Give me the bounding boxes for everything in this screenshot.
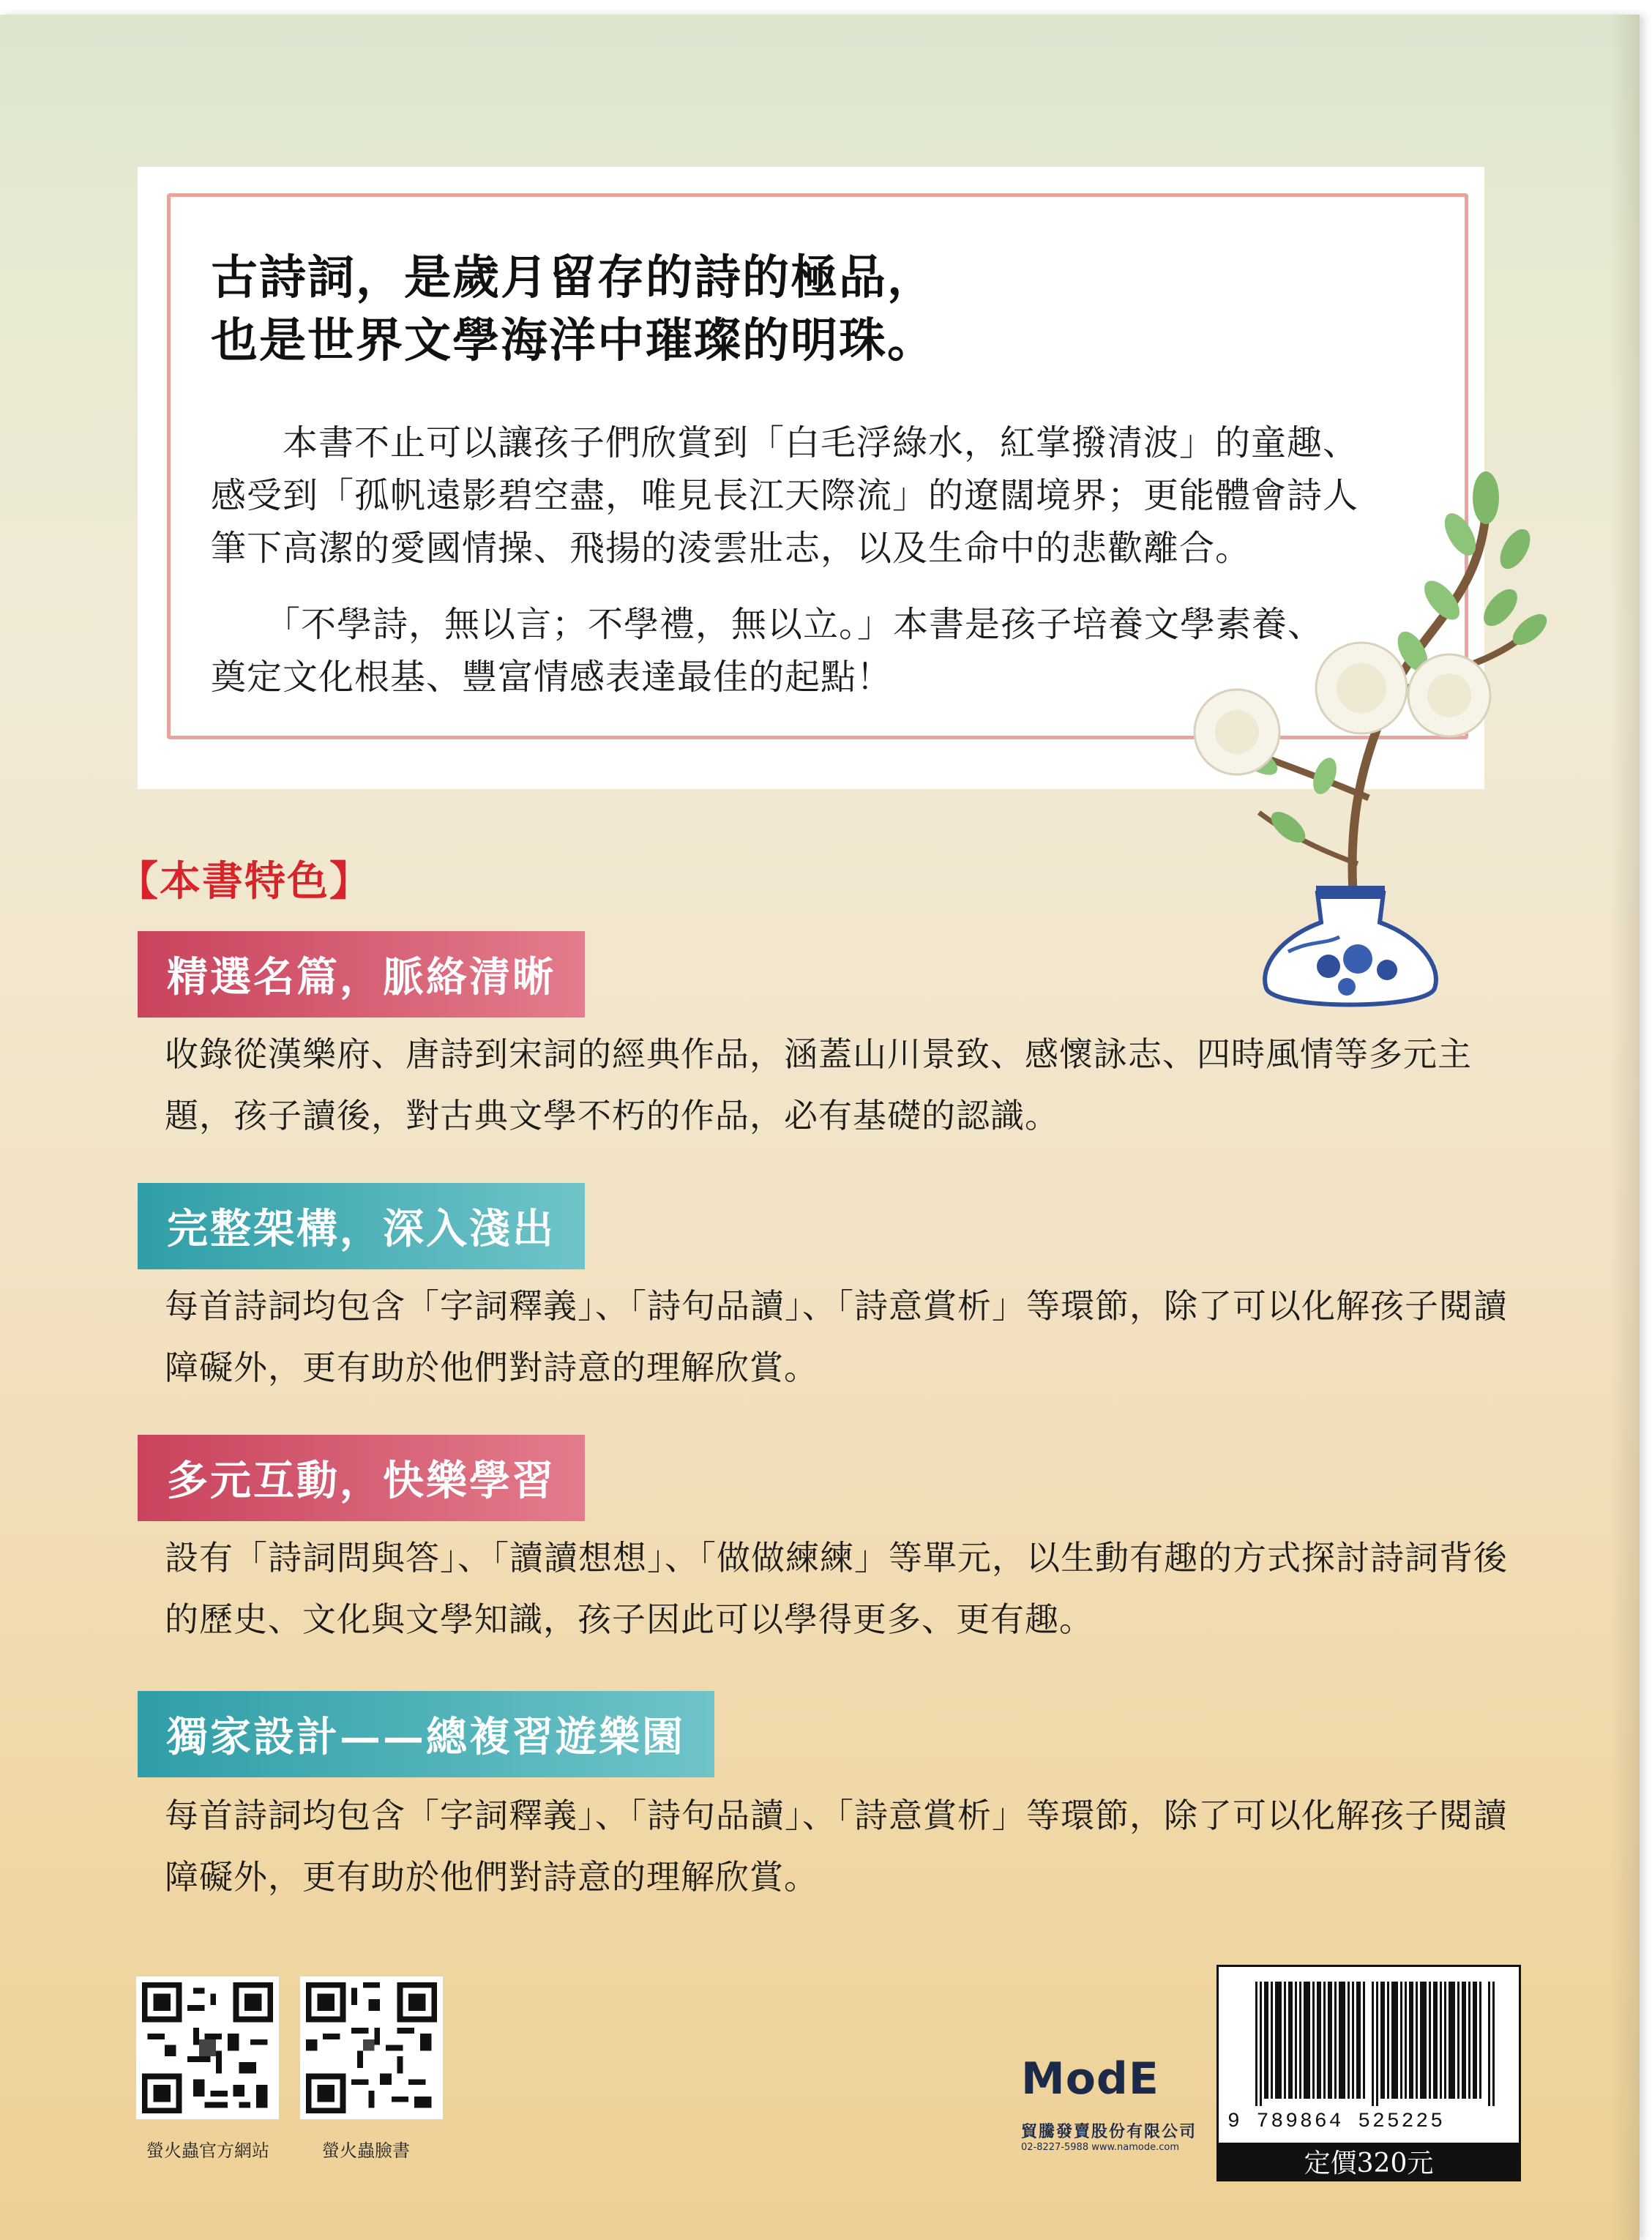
intro-paragraph-2-line-2: 奠定文化根基、豐富情感表達最佳的起點！ xyxy=(211,657,893,698)
feature-text-2 xyxy=(165,1275,1533,1398)
feature-4-line-2: 障礙外，更有助於他們對詩意的理解欣賞。 xyxy=(165,1857,818,1897)
feature-3-line-1: 設有「詩詞問與答」、「讀讀想想」、「做做練練」等單元，以生動有趣的方式探討詩詞背後 xyxy=(165,1538,1508,1578)
feature-text-3 xyxy=(165,1527,1533,1650)
feature-banner-3: 多元互動，快樂學習 xyxy=(138,1435,585,1521)
isbn-number: 9 789864 525225 xyxy=(1227,2110,1446,2133)
feature-text-1 xyxy=(165,1023,1533,1146)
publisher-logo: ModE xyxy=(1021,2053,1159,2105)
official-site-qr-code[interactable] xyxy=(136,1976,279,2119)
isbn-barcode xyxy=(1216,1965,1521,2181)
flower-vase-illustration xyxy=(1171,454,1552,1010)
intro-paragraph-1-line-2: 感受到「孤帆遠影碧空盡，唯見長江天際流」的遼闊境界；更能體會詩人 xyxy=(211,475,1359,516)
feature-1-line-1: 收錄從漢樂府、唐詩到宋詞的經典作品，涵蓋山川景致、感懷詠志、四時風情等多元主 xyxy=(165,1034,1472,1074)
features-title: 【本書特色】 xyxy=(117,857,372,906)
intro-paragraph-2-line-1: 「不學詩，無以言；不學禮，無以立。」本書是孩子培養文學素養、 xyxy=(211,604,1324,645)
feature-text-4 xyxy=(165,1785,1533,1908)
official-site-qr-label: 螢火蟲官方網站 xyxy=(146,2140,269,2161)
publisher-name: 貿騰發賣股份有限公司 xyxy=(1021,2123,1197,2141)
feature-banner-1: 精選名篇，脈絡清晰 xyxy=(138,931,585,1018)
barcode-bars xyxy=(1255,1982,1497,2106)
feature-2-line-2: 障礙外，更有助於他們對詩意的理解欣賞。 xyxy=(165,1348,818,1387)
feature-4-line-1: 每首詩詞均包含「字詞釋義」、「詩句品讀」、「詩意賞析」等環節，除了可以化解孩子閱讀 xyxy=(165,1796,1508,1835)
facebook-qr-label: 螢火蟲臉書 xyxy=(322,2140,410,2161)
feature-3-line-2: 的歷史、文化與文學知識，孩子因此可以學得更多、更有趣。 xyxy=(165,1599,1094,1639)
publisher-contact: 02-8227-5988 www.namode.com xyxy=(1021,2142,1180,2153)
feature-1-line-2: 題，孩子讀後，對古典文學不朽的作品，必有基礎的認識。 xyxy=(165,1096,1059,1135)
feature-banner-2: 完整架構，深入淺出 xyxy=(138,1183,585,1269)
feature-banner-4: 獨家設計——總複習遊樂園 xyxy=(138,1691,714,1777)
price-label: 定價320元 xyxy=(1219,2143,1519,2179)
intro-heading-line-2: 也是世界文學海洋中璀璨的明珠。 xyxy=(211,313,935,368)
intro-paragraph-1-line-1: 本書不止可以讓孩子們欣賞到「白毛浮綠水，紅掌撥清波」的童趣、 xyxy=(211,422,1359,463)
spine-edge xyxy=(1610,15,1640,2240)
intro-heading-line-1: 古詩詞，是歲月留存的詩的極品， xyxy=(211,250,935,305)
facebook-qr-code[interactable] xyxy=(300,1976,443,2119)
intro-paragraph-1-line-3: 筆下高潔的愛國情操、飛揚的淩雲壯志，以及生命中的悲歡離合。 xyxy=(211,528,1252,569)
feature-2-line-1: 每首詩詞均包含「字詞釋義」、「詩句品讀」、「詩意賞析」等環節，除了可以化解孩子閱讀 xyxy=(165,1286,1508,1326)
